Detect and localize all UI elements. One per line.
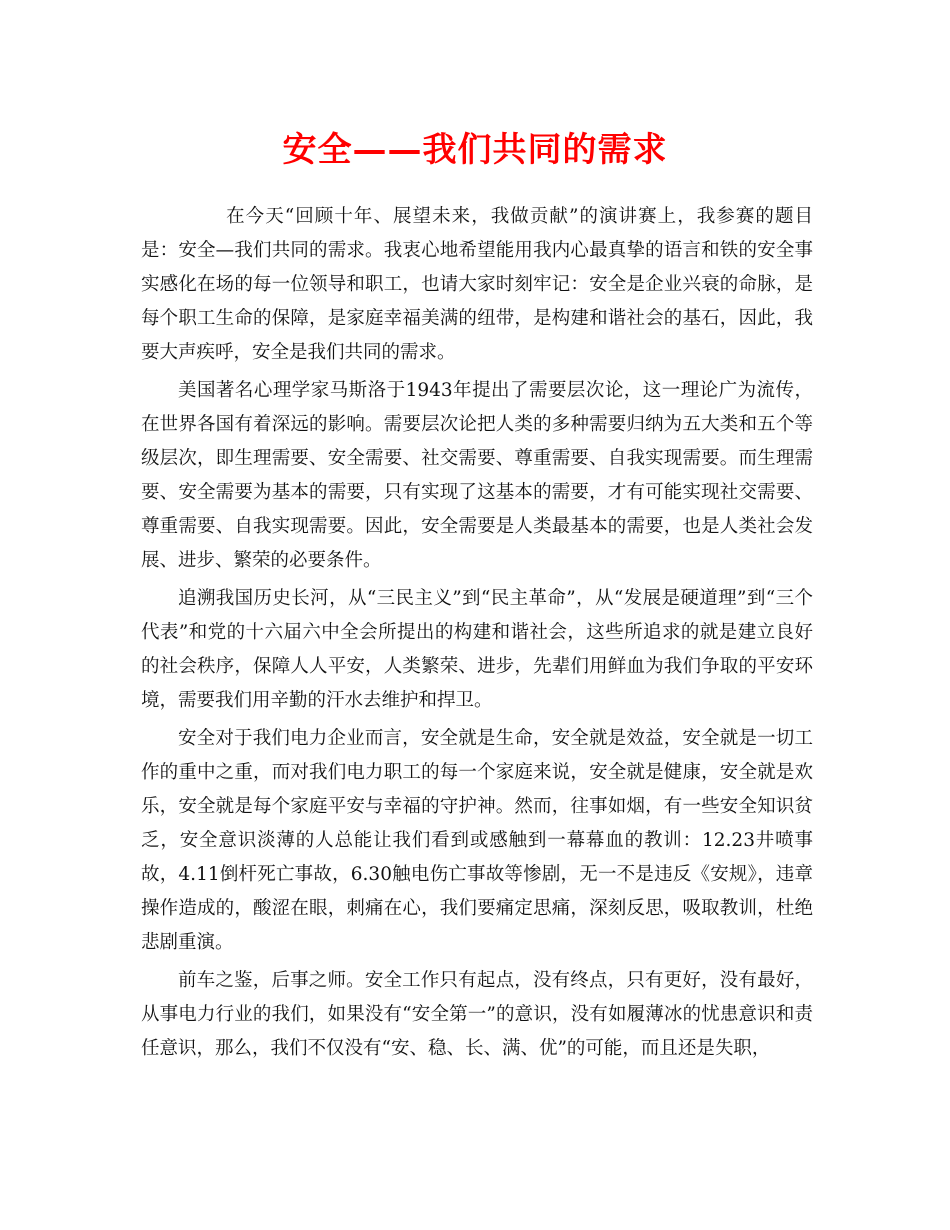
paragraph-lessons: 前车之鉴，后事之师。安全工作只有起点，没有终点，只有更好，没有最好，从事电力行业的我们，如果没有“安全第一”的意识，没有如履薄冰的忧患意识和责任意识，那么，我们不仅没有“安、稳、长、满、优”的可能，而且还是失职， xyxy=(141,970,813,1059)
document-body xyxy=(141,200,813,1070)
paragraph-history: 追溯我国历史长河，从“三民主义”到“民主革命”，从“发展是硬道理”到“三个代表”和党的十六届六中全会所提出的构建和谐社会，这些所追求的就是建立良好的社会秩序，保障人人平安，人类繁荣、进步，先辈们用鲜血为我们争取的平安环境，需要我们用辛勤的汗水去维护和捍卫。 xyxy=(141,588,813,711)
document-title: 安全——我们共同的需求 xyxy=(282,130,668,170)
paragraph-intro: 在今天“回顾十年、展望未来，我做贡献”的演讲赛上，我参赛的题目是：安全—我们共同的需求。我衷心地希望能用我内心最真挚的语言和铁的安全事实感化在场的每一位领导和职工，也请大家时刻牢记：安全是企业兴衰的命脉，是每个职工生命的保障，是家庭幸福美满的纽带，是构建和谐社会的基石，因此，我要大声疾呼，安全是我们共同的需求。 xyxy=(141,206,813,363)
paragraph-maslow: 美国著名心理学家马斯洛于1943年提出了需要层次论，这一理论广为流传，在世界各国有着深远的影响。需要层次论把人类的多种需要归纳为五大类和五个等级层次，即生理需要、安全需要、社交需要、尊重需要、自我实现需要。而生理需要、安全需要为基本的需要，只有实现了这基本的需要，才有可能实现社交需要、尊重需要、自我实现需要。因此，安全需要是人类最基本的需要，也是人类社会发展、进步、繁荣的必要条件。 xyxy=(141,380,813,571)
paragraph-power-safety: 安全对于我们电力企业而言，安全就是生命，安全就是效益，安全就是一切工作的重中之重，而对我们电力职工的每一个家庭来说，安全就是健康，安全就是欢乐，安全就是每个家庭平安与幸福的守护神。然而，往事如烟，有一些安全知识贫乏，安全意识淡薄的人总能让我们看到或感触到一幕幕血的教训：12.23井喷事故，4.11倒杆死亡事故，6.30触电伤亡事故等惨剧，无一不是违反《安规》，违章操作造成的，酸涩在眼，刺痛在心，我们要痛定思痛，深刻反思，吸取教训，杜绝悲剧重演。 xyxy=(141,728,813,953)
